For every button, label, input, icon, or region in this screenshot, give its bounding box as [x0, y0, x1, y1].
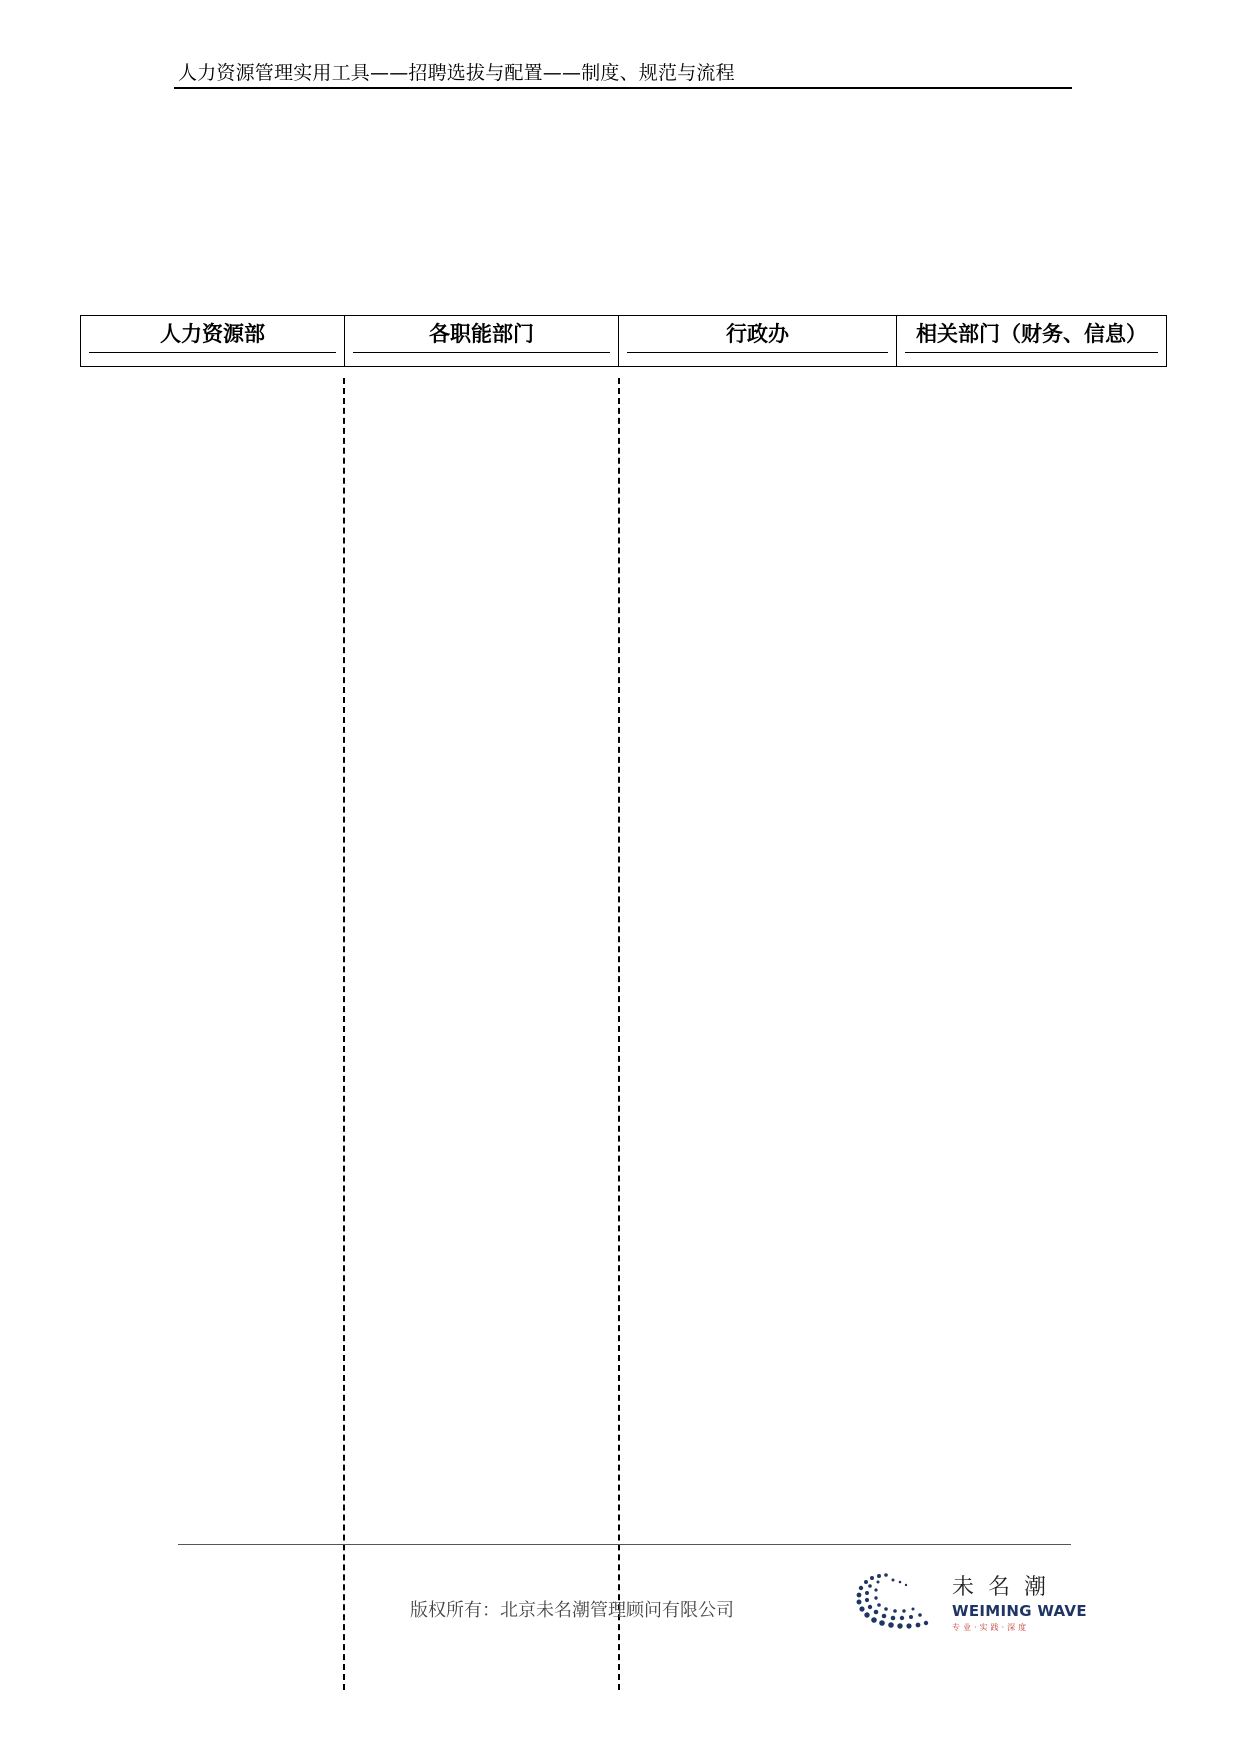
logo-english-name: WEIMING WAVE	[952, 1602, 1087, 1620]
lane-divider-2	[618, 378, 620, 1690]
header-rule	[174, 87, 1072, 89]
lane-header-related	[897, 316, 1166, 366]
lane-title-admin: 行政办	[627, 319, 888, 353]
lane-header-hr	[81, 316, 345, 366]
copyright-text: 版权所有：北京未名潮管理顾问有限公司	[410, 1600, 734, 1621]
lane-title-related: 相关部门（财务、信息）	[905, 319, 1158, 353]
logo-chinese-name: 未名潮	[952, 1575, 1061, 1600]
lane-title-hr: 人力资源部	[89, 319, 336, 353]
company-logo	[848, 1568, 1087, 1638]
footer-rule	[178, 1544, 1071, 1545]
wave-logo-icon	[848, 1568, 948, 1638]
lane-header-functional	[345, 316, 619, 366]
logo-slogan: 专业·实践·深度	[952, 1623, 1030, 1632]
lane-title-functional: 各职能部门	[353, 319, 610, 353]
lane-divider-1	[343, 378, 345, 1690]
lane-header-admin	[619, 316, 897, 366]
running-header-title: 人力资源管理实用工具——招聘选拔与配置——制度、规范与流程	[178, 62, 735, 84]
swimlane-header-table	[80, 315, 1167, 367]
